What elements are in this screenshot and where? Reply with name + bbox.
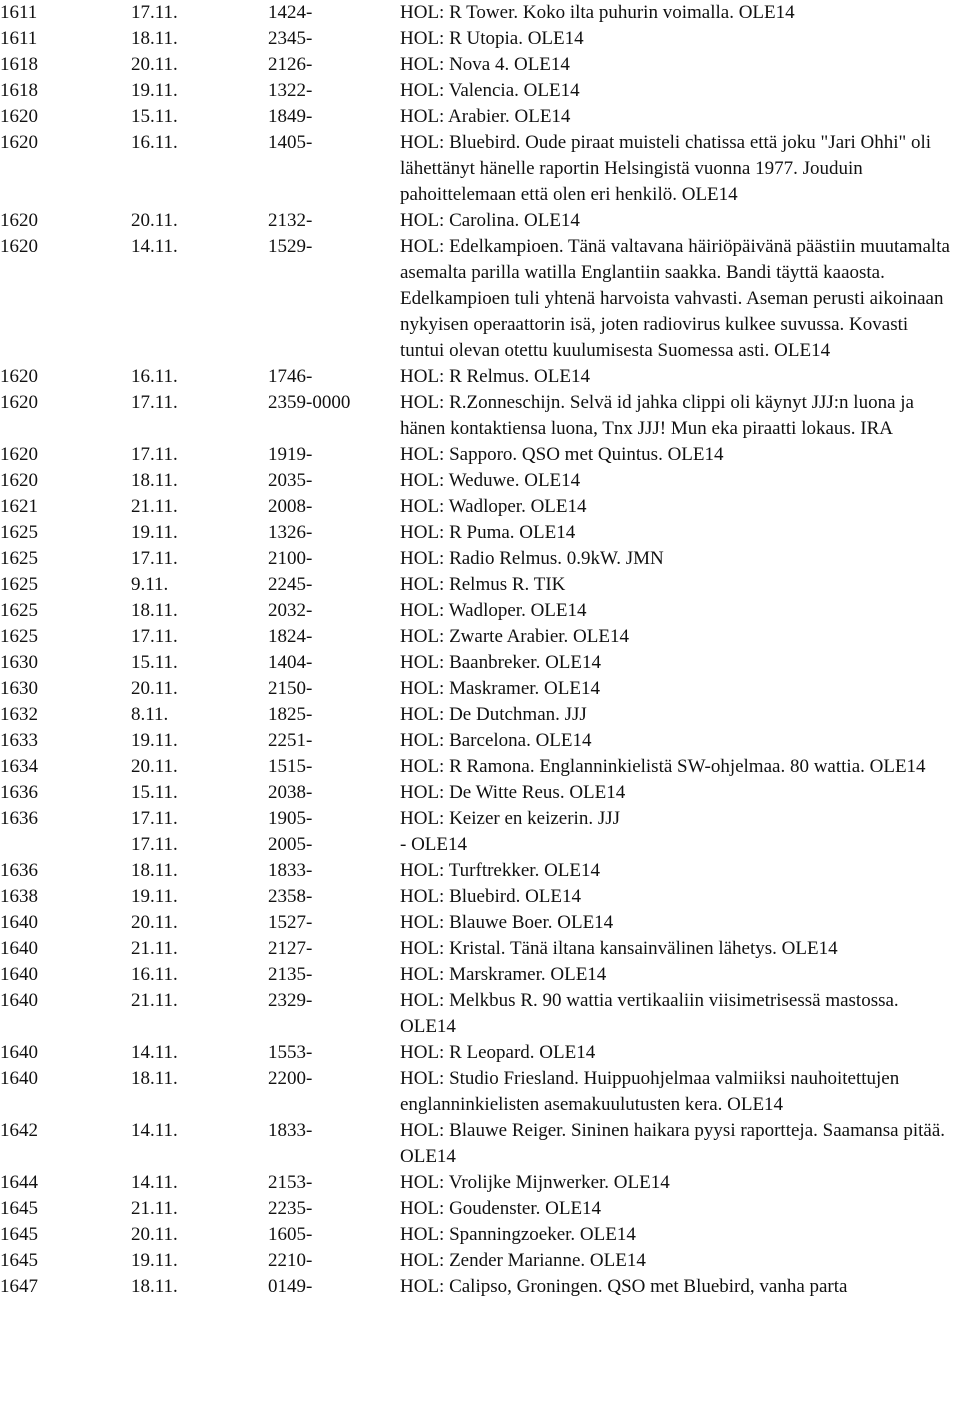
entry-frequency: 1625	[0, 626, 38, 647]
log-entry	[0, 910, 960, 936]
entry-date: 20.11.	[131, 678, 178, 699]
entry-time: 1825-	[268, 704, 313, 725]
entry-time: 1326-	[268, 522, 313, 543]
entry-date: 21.11.	[131, 1198, 178, 1219]
log-entry	[0, 104, 960, 130]
log-entry	[0, 234, 960, 364]
log-entry	[0, 702, 960, 728]
log-entry	[0, 1066, 960, 1118]
log-entry	[0, 1222, 960, 1248]
entry-date: 14.11.	[131, 1120, 178, 1141]
entry-time: 1833-	[268, 1120, 313, 1141]
entry-frequency: 1620	[0, 366, 38, 387]
entry-time: 1553-	[268, 1042, 313, 1063]
entry-date: 18.11.	[131, 1068, 178, 1089]
entry-frequency: 1620	[0, 392, 38, 413]
entry-time: 1322-	[268, 80, 313, 101]
entry-time: 0149-	[268, 1276, 313, 1297]
log-entry	[0, 78, 960, 104]
entry-note: HOL: R.Zonneschijn. Selvä id jahka clippi oli käynyt JJJ:n luona ja hänen kontaktiensa luona, Tnx JJJ! Mun eka piraatti lokaus. IRA	[400, 392, 914, 439]
log-entry	[0, 806, 960, 832]
entry-date: 21.11.	[131, 990, 178, 1011]
entry-time: 2200-	[268, 1068, 313, 1089]
entry-date: 20.11.	[131, 54, 178, 75]
entry-date: 20.11.	[131, 756, 178, 777]
entry-date: 19.11.	[131, 80, 178, 101]
entry-time: 1529-	[268, 236, 313, 257]
entry-time: 1905-	[268, 808, 313, 829]
entry-time: 1824-	[268, 626, 313, 647]
entry-time: 2235-	[268, 1198, 313, 1219]
entry-time: 1919-	[268, 444, 313, 465]
log-entry	[0, 520, 960, 546]
entry-frequency: 1640	[0, 938, 38, 959]
entry-frequency: 1618	[0, 80, 38, 101]
log-entry	[0, 858, 960, 884]
entry-note: HOL: Studio Friesland. Huippuohjelmaa valmiiksi nauhoitettujen englanninkielisten asemakuulutusten kera. OLE14	[400, 1068, 900, 1115]
entry-note: HOL: Baanbreker. OLE14	[400, 652, 602, 673]
entry-frequency: 1647	[0, 1276, 38, 1297]
entry-date: 9.11.	[131, 574, 169, 595]
entry-date: 18.11.	[131, 600, 178, 621]
entry-date: 14.11.	[131, 1172, 178, 1193]
entry-time: 2150-	[268, 678, 313, 699]
entry-frequency: 1625	[0, 600, 38, 621]
entry-date: 17.11.	[131, 808, 178, 829]
entry-date: 18.11.	[131, 860, 178, 881]
entry-frequency: 1630	[0, 678, 38, 699]
log-entry	[0, 884, 960, 910]
entry-date: 17.11.	[131, 626, 178, 647]
entry-frequency: 1632	[0, 704, 38, 725]
log-entry	[0, 962, 960, 988]
entry-frequency: 1625	[0, 548, 38, 569]
entry-date: 20.11.	[131, 1224, 178, 1245]
entry-date: 18.11.	[131, 28, 178, 49]
entry-frequency: 1611	[0, 2, 38, 23]
entry-time: 2126-	[268, 54, 313, 75]
entry-time: 2100-	[268, 548, 313, 569]
entry-frequency: 1640	[0, 912, 38, 933]
entry-note: HOL: R Tower. Koko ilta puhurin voimalla. OLE14	[400, 2, 795, 23]
entry-note: HOL: R Ramona. Englanninkielistä SW-ohjelmaa. 80 wattia. OLE14	[400, 756, 926, 777]
entry-date: 19.11.	[131, 730, 178, 751]
entry-frequency: 1645	[0, 1250, 38, 1271]
entry-date: 14.11.	[131, 1042, 178, 1063]
entry-time: 2035-	[268, 470, 313, 491]
entry-date: 17.11.	[131, 834, 178, 855]
entry-time: 2329-	[268, 990, 313, 1011]
entry-frequency: 1620	[0, 236, 38, 257]
entry-time: 2135-	[268, 964, 313, 985]
log-entry	[0, 442, 960, 468]
entry-date: 14.11.	[131, 236, 178, 257]
entry-time: 2127-	[268, 938, 313, 959]
entry-frequency: 1636	[0, 860, 38, 881]
log-entry	[0, 832, 960, 858]
log-entry	[0, 546, 960, 572]
log-entry	[0, 1118, 960, 1170]
entry-frequency: 1633	[0, 730, 38, 751]
entry-frequency: 1625	[0, 522, 38, 543]
log-entry	[0, 1170, 960, 1196]
entry-note: HOL: Bluebird. Oude piraat muisteli chatissa että joku "Jari Ohhi" oli lähettänyt hänelle raportin Helsingistä vuonna 1977. Jouduin pahoittelemaan että olen eri henkilö. OLE14	[400, 132, 932, 205]
entry-note: HOL: Barcelona. OLE14	[400, 730, 592, 751]
entry-date: 17.11.	[131, 548, 178, 569]
log-entry	[0, 676, 960, 702]
entry-date: 17.11.	[131, 392, 178, 413]
entry-time: 1404-	[268, 652, 313, 673]
entry-frequency: 1620	[0, 470, 38, 491]
log-entry	[0, 468, 960, 494]
entry-date: 16.11.	[131, 366, 178, 387]
entry-frequency: 1642	[0, 1120, 38, 1141]
entry-note: HOL: Melkbus R. 90 wattia vertikaaliin viisimetrisessä mastossa. OLE14	[400, 990, 899, 1037]
log-entry	[0, 624, 960, 650]
entry-note: HOL: Valencia. OLE14	[400, 80, 580, 101]
log-entry	[0, 598, 960, 624]
entry-frequency: 1640	[0, 1042, 38, 1063]
log-entry	[0, 130, 960, 208]
entry-date: 21.11.	[131, 496, 178, 517]
log-entry	[0, 364, 960, 390]
entry-note: HOL: Edelkampioen. Tänä valtavana häiriöpäivänä päästiin muutamalta asemalta parilla watilla Englantiin saakka. Bandi täyttä kaaosta. Edelkampioen tuli yhtenä harvoista vahvasti. Aseman perusti aikoinaan nykyisen operaattorin isä, joten radiovirus kulkee suvussa. Kovasti tuntui olevan otettu kuulumisesta Suomessa asti. OLE14	[400, 236, 950, 361]
entry-time: 2153-	[268, 1172, 313, 1193]
entry-date: 8.11.	[131, 704, 169, 725]
log-entry	[0, 1040, 960, 1066]
entry-frequency: 1611	[0, 28, 38, 49]
entry-date: 20.11.	[131, 912, 178, 933]
log-entry	[0, 650, 960, 676]
entry-note: HOL: Turftrekker. OLE14	[400, 860, 601, 881]
entry-note: HOL: Calipso, Groningen. QSO met Bluebird, vanha parta	[400, 1276, 848, 1297]
entry-note: HOL: R Relmus. OLE14	[400, 366, 590, 387]
entry-frequency: 1621	[0, 496, 38, 517]
entry-note: HOL: R Leopard. OLE14	[400, 1042, 596, 1063]
log-entry	[0, 572, 960, 598]
entry-frequency: 1620	[0, 132, 38, 153]
entry-frequency: 1620	[0, 210, 38, 231]
entry-time: 1746-	[268, 366, 313, 387]
entry-frequency: 1634	[0, 756, 38, 777]
log-entry	[0, 390, 960, 442]
entry-time: 1833-	[268, 860, 313, 881]
entry-time: 2358-	[268, 886, 313, 907]
entry-note: HOL: Maskramer. OLE14	[400, 678, 600, 699]
entry-time: 1515-	[268, 756, 313, 777]
entry-frequency: 1645	[0, 1198, 38, 1219]
log-entry	[0, 52, 960, 78]
entry-frequency: 1636	[0, 782, 38, 803]
entry-frequency: 1630	[0, 652, 38, 673]
entry-note: HOL: Arabier. OLE14	[400, 106, 571, 127]
entry-date: 15.11.	[131, 106, 178, 127]
entry-note: HOL: Weduwe. OLE14	[400, 470, 581, 491]
entry-date: 19.11.	[131, 1250, 178, 1271]
log-entry	[0, 1274, 960, 1300]
log-entry	[0, 26, 960, 52]
entry-time: 1424-	[268, 2, 313, 23]
entry-time: 2008-	[268, 496, 313, 517]
entry-time: 2132-	[268, 210, 313, 231]
entry-date: 19.11.	[131, 886, 178, 907]
entry-note: HOL: Blauwe Reiger. Sininen haikara pyysi raportteja. Saamansa pitää. OLE14	[400, 1120, 946, 1167]
entry-note: HOL: Goudenster. OLE14	[400, 1198, 602, 1219]
entry-frequency: 1645	[0, 1224, 38, 1245]
entry-note: HOL: Zwarte Arabier. OLE14	[400, 626, 629, 647]
entry-note: HOL: De Witte Reus. OLE14	[400, 782, 626, 803]
log-entry	[0, 208, 960, 234]
entry-frequency: 1625	[0, 574, 38, 595]
log-entry	[0, 936, 960, 962]
entry-frequency: 1618	[0, 54, 38, 75]
entry-date: 20.11.	[131, 210, 178, 231]
log-entry	[0, 754, 960, 780]
entry-time: 2005-	[268, 834, 313, 855]
entry-frequency: 1640	[0, 1068, 38, 1089]
entry-note: HOL: Keizer en keizerin. JJJ	[400, 808, 621, 829]
entry-frequency: 1636	[0, 808, 38, 829]
entry-date: 17.11.	[131, 2, 178, 23]
entry-note: HOL: Nova 4. OLE14	[400, 54, 570, 75]
entry-time: 1405-	[268, 132, 313, 153]
entry-frequency: 1620	[0, 444, 38, 465]
entry-note: HOL: Sapporo. QSO met Quintus. OLE14	[400, 444, 724, 465]
log-entry	[0, 0, 960, 26]
entry-date: 17.11.	[131, 444, 178, 465]
log-entry	[0, 1248, 960, 1274]
entry-note: HOL: Zender Marianne. OLE14	[400, 1250, 646, 1271]
entry-note: HOL: Bluebird. OLE14	[400, 886, 582, 907]
entry-time: 1527-	[268, 912, 313, 933]
entry-time: 2251-	[268, 730, 313, 751]
entry-date: 19.11.	[131, 522, 178, 543]
entry-frequency: 1640	[0, 964, 38, 985]
entry-time: 2032-	[268, 600, 313, 621]
entry-note: HOL: Kristal. Tänä iltana kansainvälinen lähetys. OLE14	[400, 938, 838, 959]
entry-time: 2038-	[268, 782, 313, 803]
entry-note: - OLE14	[400, 834, 468, 855]
log-entry	[0, 780, 960, 806]
entry-note: HOL: R Puma. OLE14	[400, 522, 576, 543]
entry-note: HOL: De Dutchman. JJJ	[400, 704, 587, 725]
entry-note: HOL: Vrolijke Mijnwerker. OLE14	[400, 1172, 670, 1193]
entry-time: 2359-0000	[268, 392, 351, 413]
entry-note: HOL: Radio Relmus. 0.9kW. JMN	[400, 548, 664, 569]
entry-date: 16.11.	[131, 964, 178, 985]
entry-note: HOL: Blauwe Boer. OLE14	[400, 912, 614, 933]
entry-frequency: 1640	[0, 990, 38, 1011]
entry-frequency: 1620	[0, 106, 38, 127]
entry-frequency: 1644	[0, 1172, 38, 1193]
entry-note: HOL: Spanningzoeker. OLE14	[400, 1224, 636, 1245]
entry-date: 18.11.	[131, 470, 178, 491]
entry-date: 15.11.	[131, 652, 178, 673]
entry-date: 16.11.	[131, 132, 178, 153]
entry-note: HOL: Carolina. OLE14	[400, 210, 580, 231]
entry-time: 1605-	[268, 1224, 313, 1245]
entry-time: 2345-	[268, 28, 313, 49]
entry-date: 15.11.	[131, 782, 178, 803]
log-entry	[0, 988, 960, 1040]
entry-time: 1849-	[268, 106, 313, 127]
entry-note: HOL: Wadloper. OLE14	[400, 496, 587, 517]
entry-note: HOL: Relmus R. TIK	[400, 574, 566, 595]
entry-time: 2245-	[268, 574, 313, 595]
log-entry	[0, 1196, 960, 1222]
entry-note: HOL: R Utopia. OLE14	[400, 28, 584, 49]
entry-note: HOL: Wadloper. OLE14	[400, 600, 587, 621]
entry-date: 18.11.	[131, 1276, 178, 1297]
entry-date: 21.11.	[131, 938, 178, 959]
entry-time: 2210-	[268, 1250, 313, 1271]
log-entry	[0, 494, 960, 520]
entry-frequency: 1638	[0, 886, 38, 907]
log-entry	[0, 728, 960, 754]
entry-note: HOL: Marskramer. OLE14	[400, 964, 607, 985]
